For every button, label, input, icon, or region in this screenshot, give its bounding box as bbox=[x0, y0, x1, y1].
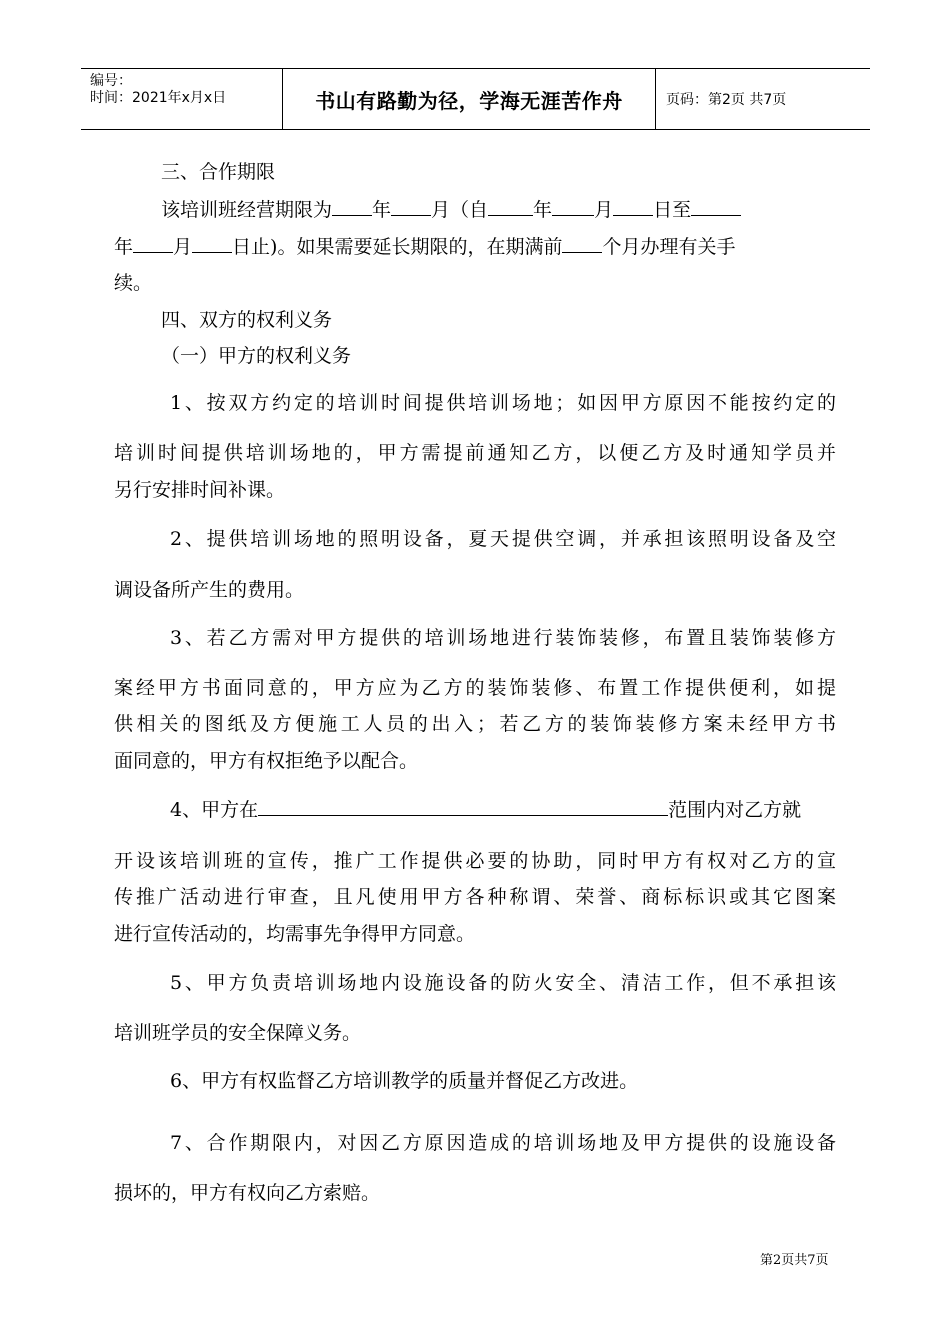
paragraph-line: 培训时间提供培训场地的，甲方需提前通知乙方，以便乙方及时通知学员并 bbox=[114, 442, 836, 464]
document-number-label: 编号： bbox=[90, 73, 132, 89]
paragraph-line: 7、合作期限内，对因乙方原因造成的培训场地及甲方提供的设施设备 bbox=[170, 1132, 836, 1154]
fill-blank bbox=[562, 234, 602, 253]
subsection-heading-party-a: （一）甲方的权利义务 bbox=[161, 345, 352, 367]
page-header bbox=[81, 68, 870, 130]
paragraph-line: 传推广活动进行审查，且凡使用甲方各种称谓、荣誉、商标标识或其它图案 bbox=[114, 886, 836, 908]
header-meta bbox=[81, 69, 282, 129]
fill-blank bbox=[613, 197, 653, 216]
fill-blank bbox=[133, 234, 173, 253]
footer-page-number: 第2页共7页 bbox=[760, 1253, 829, 1268]
fill-blank bbox=[332, 197, 372, 216]
paragraph-line: 进行宣传活动的，均需事先争得甲方同意。 bbox=[114, 923, 476, 945]
paragraph-line: 供相关的图纸及方便施工人员的出入；若乙方的装饰装修方案未经甲方书 bbox=[114, 713, 836, 735]
paragraph-line: 面同意的，甲方有权拒绝予以配合。 bbox=[114, 750, 419, 772]
paragraph-line: 4、甲方在 范围内对乙方就 bbox=[170, 799, 802, 821]
paragraph-line: 该培训班经营期限为 年 月（自 年 月 日至 bbox=[161, 195, 741, 222]
fill-blank bbox=[258, 797, 668, 816]
paragraph-line: 开设该培训班的宣传，推广工作提供必要的协助，同时甲方有权对乙方的宣 bbox=[114, 850, 836, 872]
paragraph-line: 损坏的，甲方有权向乙方索赔。 bbox=[114, 1182, 381, 1204]
fill-blank bbox=[488, 197, 533, 216]
header-motto: 书山有路勤为径，学海无涯苦作舟 bbox=[282, 69, 656, 129]
fill-blank bbox=[192, 234, 232, 253]
paragraph-line: 3、若乙方需对甲方提供的培训场地进行装饰装修，布置且装饰装修方 bbox=[170, 627, 836, 649]
paragraph-line: 2、提供培训场地的照明设备，夏天提供空调，并承担该照明设备及空 bbox=[170, 528, 836, 550]
document-date: 时间：2021年x月x日 bbox=[90, 90, 227, 106]
section-heading-term: 三、合作期限 bbox=[161, 161, 276, 183]
paragraph-line: 培训班学员的安全保障义务。 bbox=[114, 1022, 362, 1044]
paragraph-line: 1、按双方约定的培训时间提供培训场地；如因甲方原因不能按约定的 bbox=[170, 392, 836, 414]
paragraph-line: 6、甲方有权监督乙方培训教学的质量并督促乙方改进。 bbox=[170, 1070, 639, 1092]
paragraph-line: 调设备所产生的费用。 bbox=[114, 579, 305, 601]
paragraph-line: 案经甲方书面同意的，甲方应为乙方的装饰装修、布置工作提供便利，如提 bbox=[114, 677, 836, 699]
section-heading-rights: 四、双方的权利义务 bbox=[161, 309, 333, 331]
paragraph-line: 续。 bbox=[114, 272, 153, 294]
paragraph-line: 5、甲方负责培训场地内设施设备的防火安全、清洁工作，但不承担该 bbox=[170, 972, 836, 994]
header-page-number: 页码：第2页 共7页 bbox=[666, 92, 787, 108]
fill-blank bbox=[691, 197, 741, 216]
paragraph-line: 另行安排时间补课。 bbox=[114, 479, 286, 501]
fill-blank bbox=[391, 197, 431, 216]
paragraph-line: 年 月 日止)。如果需要延长期限的，在期满前 个月办理有关手 bbox=[114, 236, 736, 258]
fill-blank bbox=[552, 197, 594, 216]
